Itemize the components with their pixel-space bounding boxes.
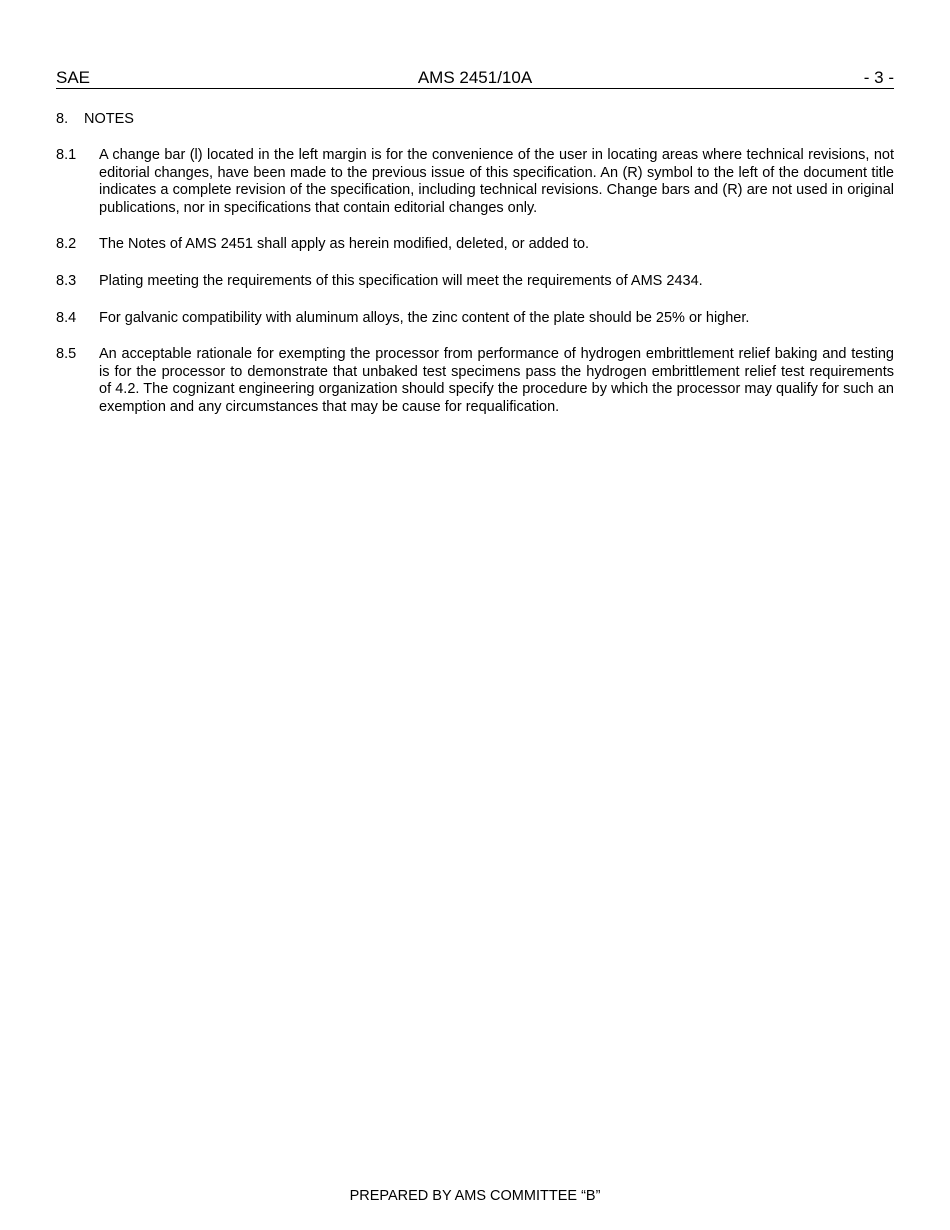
note-number: 8.4 [56,309,77,326]
note-item [56,346,894,416]
note-number: 8.1 [56,147,77,163]
note-item [56,236,894,254]
note-text: Plating meeting the requirements of this specification will meet the requirements of AMS 2434. [99,272,703,289]
note-text: A change bar (l) located in the left margin is for the convenience of the user in locating areas where technical revisions, not editorial changes, have been made to the previous issue of this specification. An (R) symbol to the left of the document title indicates a complete revision of the specification, including technical revisions. Change bars and (R) are not used in original publications, nor in specifications that contain editorial changes only. [99,147,894,216]
note-number: 8.3 [56,272,77,289]
section-heading [56,111,134,128]
header-page-number: - 3 - [863,68,894,87]
page-header [56,68,894,89]
header-org: SAE [56,68,91,87]
note-item [56,273,894,291]
page-footer: PREPARED BY AMS COMMITTEE “B” [349,1188,601,1204]
note-number: 8.2 [56,236,77,253]
section-number: 8. [56,111,69,127]
section-title: NOTES [84,111,134,127]
note-item [56,310,894,328]
notes-list [56,147,894,436]
note-text: An acceptable rationale for exempting the processor from performance of hydrogen embrittlement relief baking and testing is for the processor to demonstrate that unbaked test specimens pass the hydrogen embrittlement relief test requirements of 4.2. The cognizant engineering organization should specify the procedure by which the processor may qualify for such an exemption and any circumstances that may be cause for requalification. [99,346,894,415]
note-number: 8.5 [56,346,77,363]
note-text: For galvanic compatibility with aluminum alloys, the zinc content of the plate should be 25% or higher. [99,309,750,326]
note-text: The Notes of AMS 2451 shall apply as herein modified, deleted, or added to. [99,236,590,253]
note-item [56,147,894,217]
header-document-number: AMS 2451/10A [417,68,533,87]
